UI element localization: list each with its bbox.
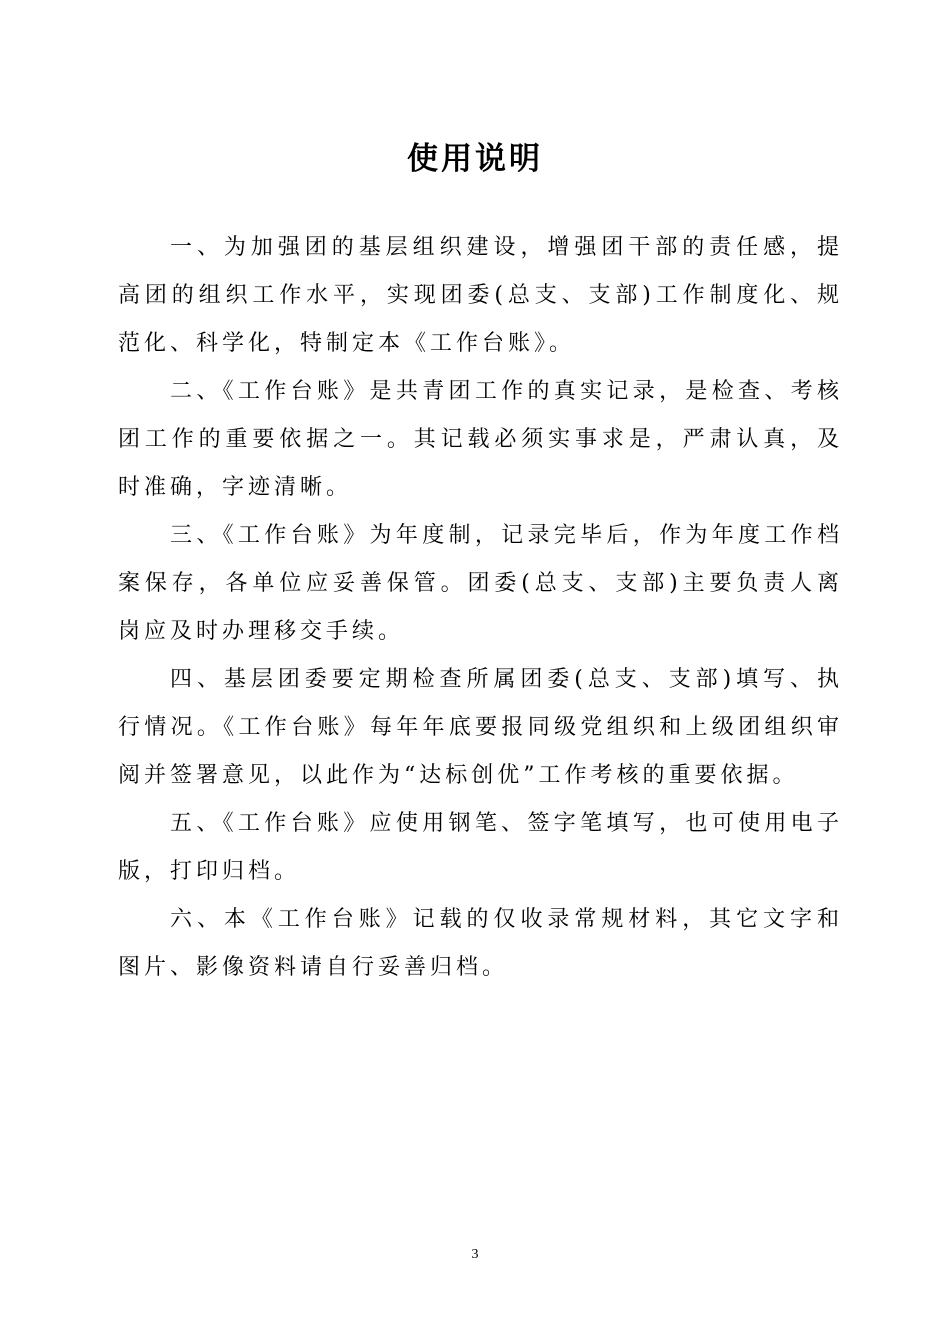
page-number: 3	[471, 1247, 479, 1262]
page-title: 使用说明	[407, 141, 543, 177]
document-body	[118, 224, 843, 992]
paragraph-4: 四、基层团委要定期检查所属团委(总支、支部)填写、执行情况。《工作台账》每年年底要报同级党组织和上级团组织审阅并签署意见，以此作为“达标创优”工作考核的重要依据。	[118, 667, 843, 788]
paragraph-6: 六、本《工作台账》记载的仅收录常规材料，其它文字和图片、影像资料请自行妥善归档。	[118, 907, 843, 980]
paragraph-3: 三、《工作台账》为年度制，记录完毕后，作为年度工作档案保存，各单位应妥善保管。团委(总支、支部)主要负责人离岗应及时办理移交手续。	[118, 523, 843, 644]
paragraph-5: 五、《工作台账》应使用钢笔、签字笔填写，也可使用电子版，打印归档。	[118, 811, 843, 884]
paragraph-1: 一、为加强团的基层组织建设，增强团干部的责任感，提高团的组织工作水平，实现团委(总支、支部)工作制度化、规范化、科学化，特制定本《工作台账》。	[118, 235, 843, 356]
paragraph-2: 二、《工作台账》是共青团工作的真实记录，是检查、考核团工作的重要依据之一。其记载必须实事求是，严肃认真，及时准确，字迹清晰。	[118, 379, 843, 500]
